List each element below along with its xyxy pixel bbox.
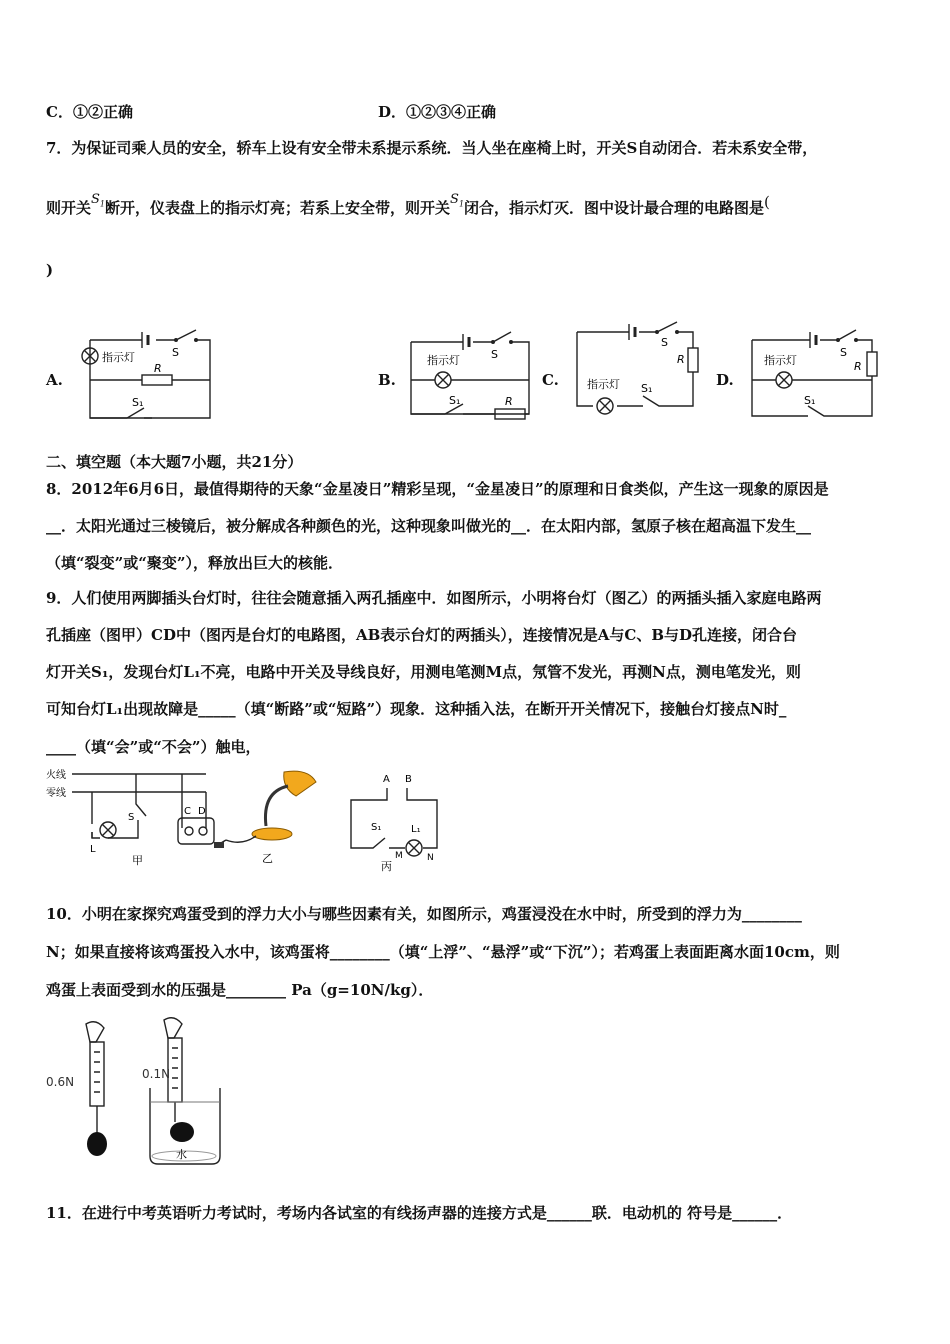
q9-line1: 9．人们使用两脚插头台灯时，往往会随意插入两孔插座中．如图所示，小明将台灯（图乙）的两插头插入家庭电路两 <box>46 589 822 607</box>
circuit-c-diagram <box>573 318 703 416</box>
switch-s1-label: S₁ <box>641 382 653 395</box>
resistor-label: R <box>677 353 685 366</box>
resistor-label: R <box>505 395 513 408</box>
q10-line3: 鸡蛋上表面受到水的压强是________ Pa（g=10N/kg）． <box>46 981 434 999</box>
resistor-label: R <box>154 362 162 375</box>
resistor-label: R <box>854 360 862 373</box>
lamp-label: 指示灯 <box>587 378 620 391</box>
figure-yi-caption: 乙 <box>262 852 273 865</box>
water-label: 水 <box>176 1148 187 1161</box>
figure-jia-household-circuit <box>46 768 216 868</box>
switch-s1-label: S₁ <box>449 394 461 407</box>
plug-b-label: B <box>405 774 412 785</box>
figure-bing-lamp-circuit <box>345 770 445 873</box>
lamp-label: 指示灯 <box>764 354 797 367</box>
q10-line2: N；如果直接将该鸡蛋投入水中，该鸡蛋将________（填“上浮”、“悬浮”或“下沉”）；若鸡蛋上表面距离水面10cm，则 <box>46 943 840 961</box>
circuit-d-diagram <box>748 326 878 420</box>
section-title: 二、填空题（本大题7小题，共21分） <box>46 453 303 471</box>
q9-line4: 可知台灯L₁出现故障是_____（填“断路”或“短路”）现象．这种插入法，在断开开关情况下，接触台灯接点N时_ <box>46 700 787 718</box>
lamp-shade-icon <box>284 771 316 796</box>
live-wire-label: 火线 <box>46 770 66 781</box>
hand-icon <box>86 1022 104 1042</box>
q9-line2: 孔插座（图甲）CD中（图丙是台灯的电路图，AB表示台灯的两插头），连接情况是A与C、B与D孔连接，闭合台 <box>46 626 798 644</box>
figure-bing-caption: 丙 <box>381 860 392 873</box>
q8-line3: （填“裂变”或“聚变”），释放出巨大的核能． <box>46 554 344 572</box>
switch-s-label: S <box>661 336 668 349</box>
resistor-icon <box>142 375 172 385</box>
q7-line2 <box>46 192 770 225</box>
q7-text-a: 则开关 <box>46 199 92 217</box>
q6-option-d: D．①②③④正确 <box>378 103 497 121</box>
lamp-l-label: L <box>90 844 96 855</box>
q6-option-c: C．①②正确 <box>46 103 133 121</box>
q7-text-b: 断开，仪表盘上的指示灯亮；若系上安全带，则开关 <box>105 199 451 217</box>
switch-s-label: S <box>128 812 135 823</box>
switch-s-label: S <box>491 348 498 361</box>
q7-line1: 7．为保证司乘人员的安全，轿车上设有安全带未系提示系统．当人坐在座椅上时，开关S自动闭合．若未系安全带， <box>46 139 818 157</box>
q9-line3: 灯开关S₁，发现台灯L₁不亮，电路中开关及导线良好，用测电笔测M点，氖管不发光，再测N点，测电笔发光，则 <box>46 663 801 681</box>
q7-s1-symbol: $S_1$ <box>91 192 106 209</box>
q8-line1: 8．2012年6月6日，最值得期待的天象“金星凌日”精彩呈现，“金星凌日”的原理和日食类似，产生这一现象的原因是 <box>46 480 829 498</box>
socket-icon <box>178 818 214 844</box>
q7-option-c: C. <box>542 371 559 389</box>
switch-s-label: S <box>172 346 179 359</box>
circuit-a-diagram <box>72 326 217 421</box>
q10-line1: 10．小明在家探究鸡蛋受到的浮力大小与哪些因素有关，如图所示，鸡蛋浸没在水中时，所受到的浮力为________ <box>46 905 802 923</box>
switch-s1-label: S₁ <box>371 822 382 833</box>
scale-reading-1: 0.6N <box>46 1075 75 1089</box>
egg-icon <box>87 1132 107 1156</box>
point-n-label: N <box>427 853 434 863</box>
q7-option-b: B. <box>378 371 396 389</box>
lamp-label: 指示灯 <box>427 354 460 367</box>
switch-s1-label: S₁ <box>804 394 816 407</box>
resistor-icon <box>688 348 698 372</box>
hand-icon-2 <box>164 1018 182 1038</box>
plug-a-label: A <box>383 774 390 785</box>
q7-s1-symbol-2: $S_1$ <box>450 192 465 209</box>
point-m-label: M <box>395 851 403 861</box>
q8-line2: __．太阳光通过三棱镜后，被分解成各种颜色的光，这种现象叫做光的__．在太阳内部，氢原子核在超高温下发生__ <box>46 517 812 535</box>
hole-c-label: C <box>184 806 191 817</box>
switch-s1-label: S₁ <box>132 396 144 409</box>
hole-d-label: D <box>198 806 206 817</box>
neutral-wire-label: 零线 <box>46 788 66 799</box>
lamp-label: 指示灯 <box>102 351 135 364</box>
q7-open-paren: ( <box>764 193 770 211</box>
scale-reading-2: 0.1N <box>142 1067 171 1081</box>
q9-line5: ____（填“会”或“不会”）触电， <box>46 738 261 756</box>
resistor-icon <box>867 352 877 376</box>
q7-close-paren: ) <box>46 261 54 279</box>
circuit-b-diagram <box>405 328 535 418</box>
q7-option-a: A. <box>46 371 63 389</box>
egg-icon-2 <box>170 1122 194 1142</box>
figure-yi-desk-lamp <box>212 768 322 868</box>
figure-jia-caption: 甲 <box>132 854 143 867</box>
figure-egg-spring-scale <box>46 1018 236 1168</box>
q11-line1: 11．在进行中考英语听力考试时，考场内各试室的有线扬声器的连接方式是______联．电动机的 符号是______． <box>46 1204 793 1222</box>
switch-s-label: S <box>840 346 847 359</box>
q7-text-c: 闭合，指示灯灭．图中设计最合理的电路图是 <box>464 199 765 217</box>
lamp-l1-label: L₁ <box>411 824 421 835</box>
q7-option-d: D. <box>716 371 734 389</box>
